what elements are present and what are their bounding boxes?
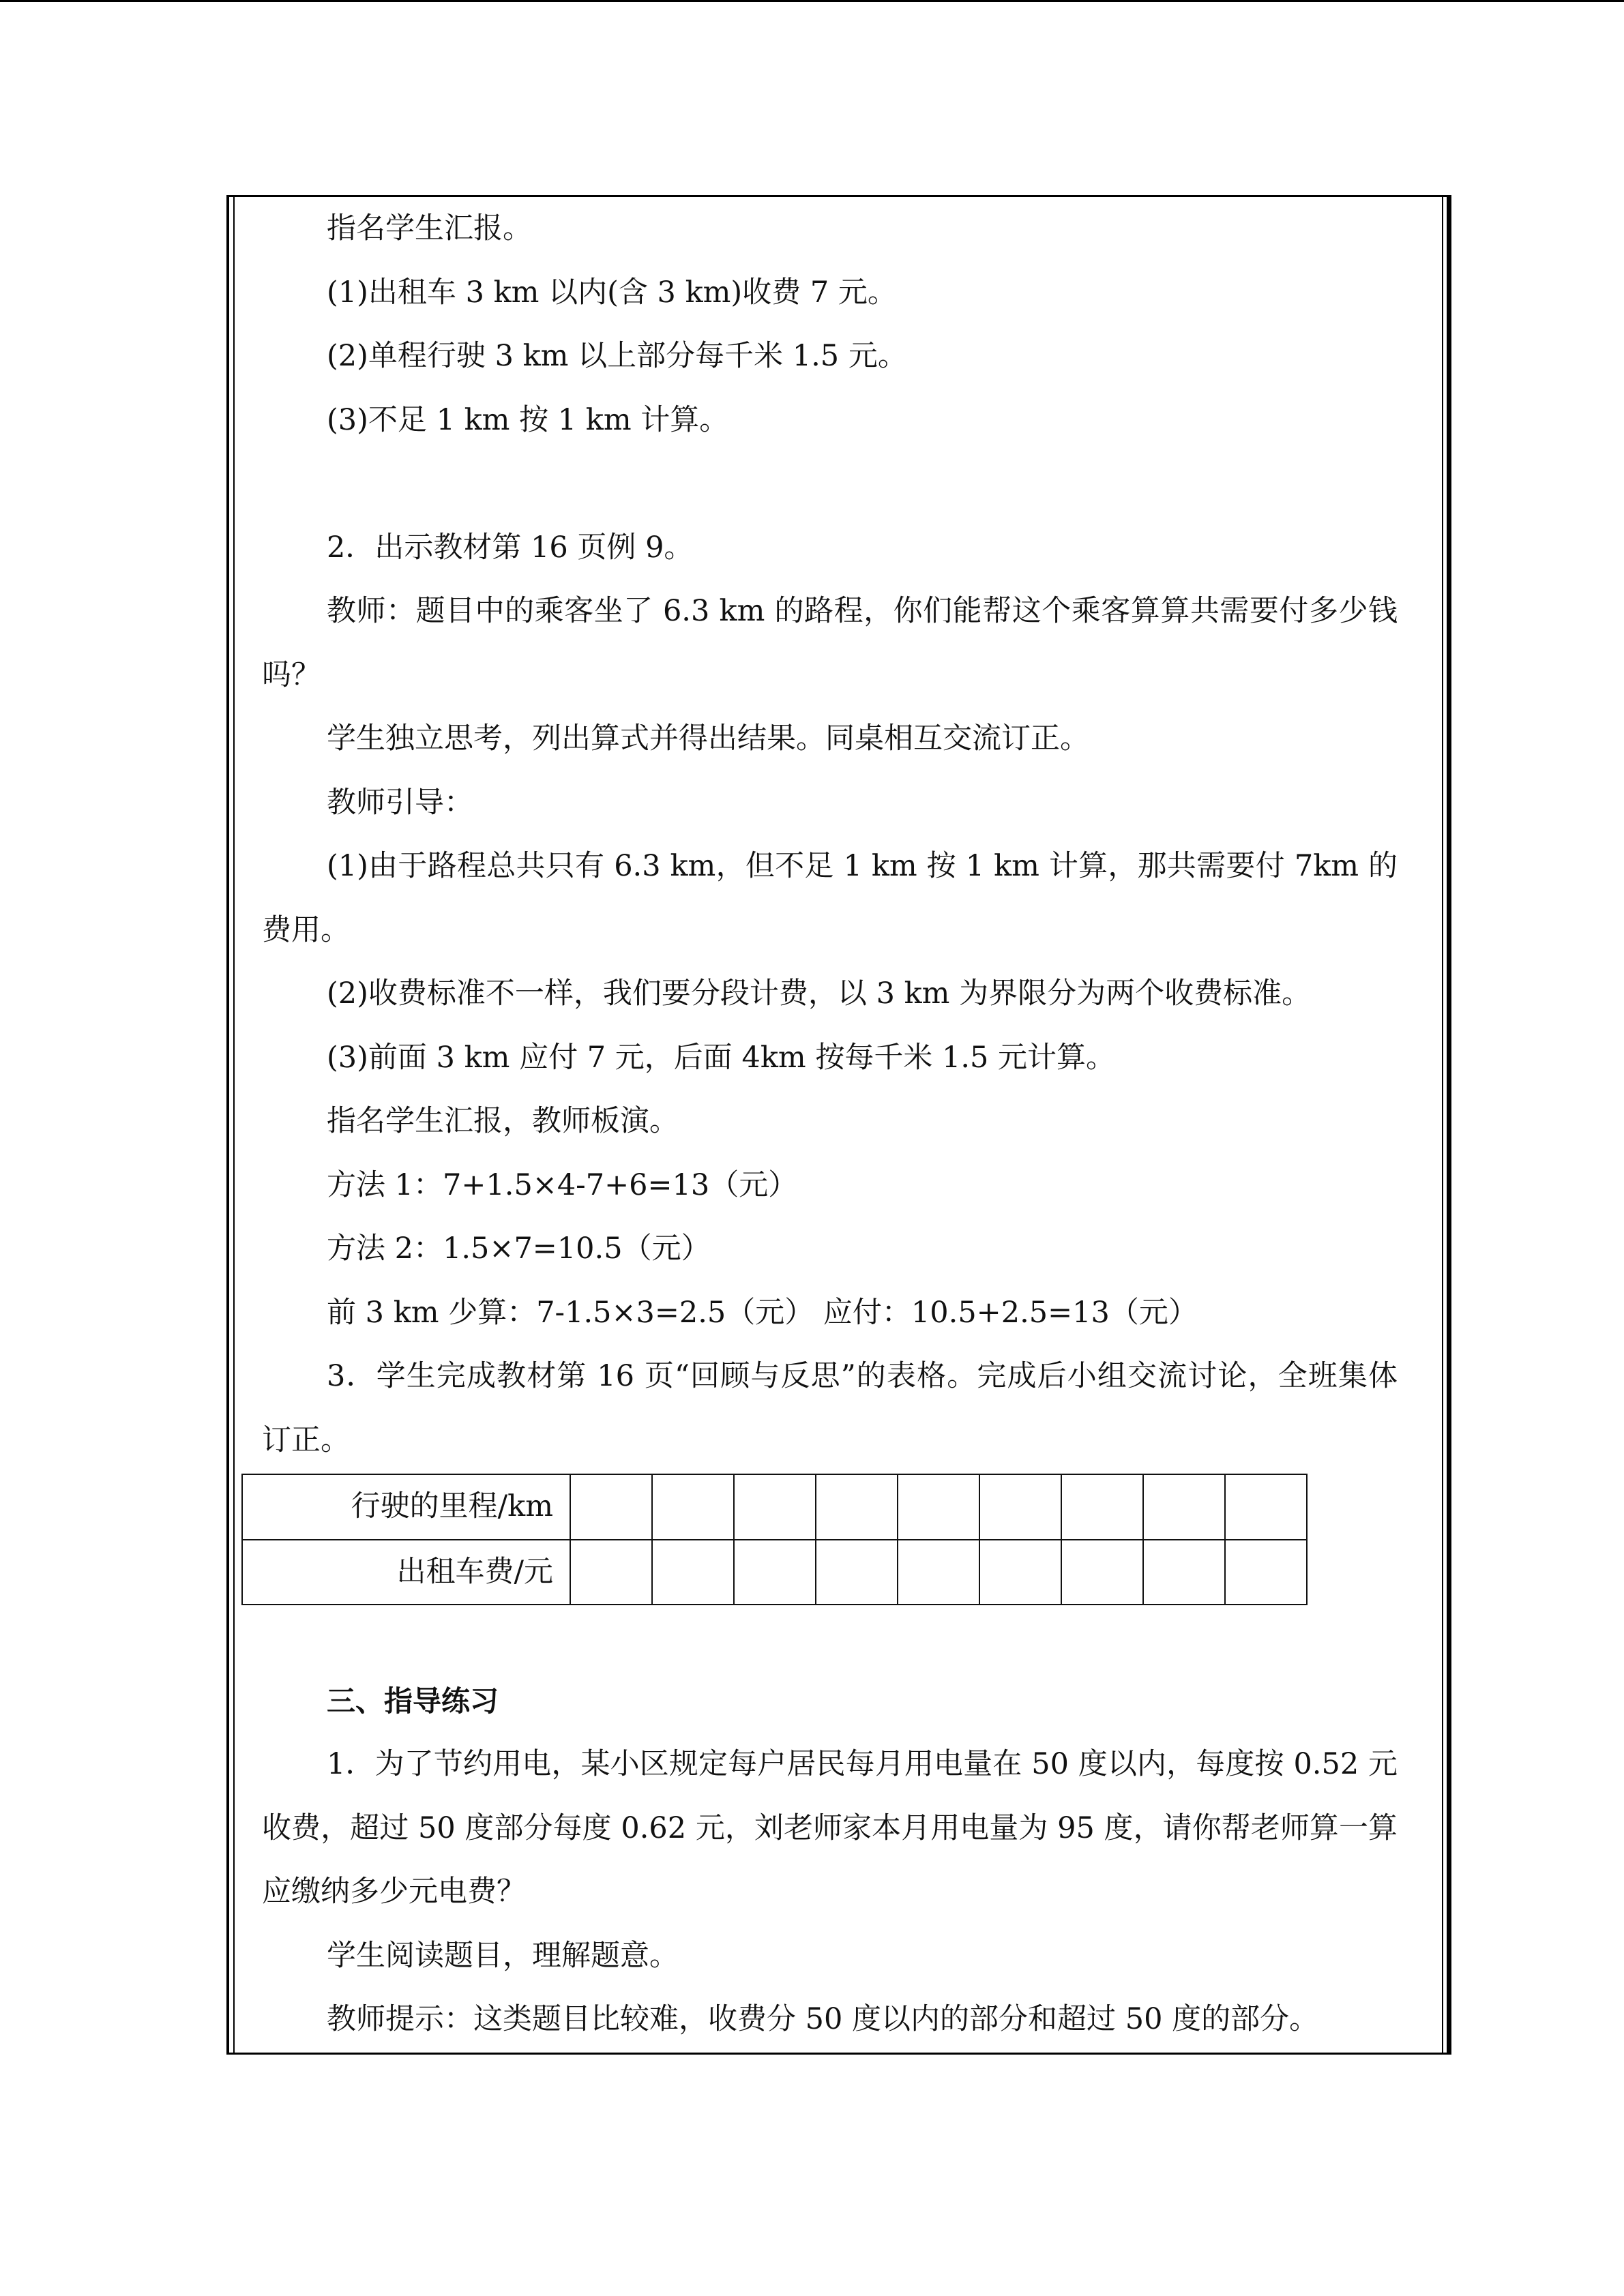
table-cell (898, 1474, 979, 1540)
table-cell (816, 1540, 898, 1605)
formula-line: 方法 1：7+1.5×4-7+6=13（元） (327, 1167, 798, 1202)
formula-line: 前 3 km 少算：7-1.5×3=2.5（元） 应付：10.5+2.5=13（元） (327, 1295, 1198, 1330)
paragraph: 2．出示教材第 16 页例 9。 (327, 530, 694, 565)
table-cell (1061, 1474, 1143, 1540)
frame-right-inner-border (1442, 197, 1443, 2053)
table-row (242, 1540, 1307, 1605)
paragraph: (1)出租车 3 km 以内(含 3 km)收费 7 元。 (327, 275, 897, 310)
frame-right-border (1447, 197, 1451, 2053)
table-cell (652, 1474, 734, 1540)
paragraph: 1．为了节约用电，某小区规定每户居民每月用电量在 50 度以内，每度按 0.52 元收费，超过 50 度部分每度 0.62 元，刘老师家本月用电量为 95 度，请你帮老师算一算应缴纳多少元电费？ (262, 1747, 1398, 1909)
table-cell (734, 1540, 816, 1605)
paragraph: (3)前面 3 km 应付 7 元，后面 4km 按每千米 1.5 元计算。 (327, 1040, 1116, 1075)
paragraph: 指名学生汇报，教师板演。 (327, 1104, 679, 1138)
paragraph: (1)由于路程总共只有 6.3 km，但不足 1 km 按 1 km 计算，那共需要付 7km 的费用。 (262, 849, 1398, 947)
paragraph: 指名学生汇报。 (327, 211, 532, 245)
formula-line: 方法 2：1.5×7=10.5（元） (327, 1232, 711, 1266)
paragraph: (2)收费标准不一样，我们要分段计费，以 3 km 为界限分为两个收费标准。 (327, 976, 1312, 1011)
top-border-line (0, 0, 1624, 2)
fare-table-wrapper (241, 1474, 1398, 1605)
row-header-fare: 出租车费/元 (242, 1540, 570, 1605)
table-cell (816, 1474, 898, 1540)
paragraph: (3)不足 1 km 按 1 km 计算。 (327, 402, 729, 437)
paragraph: 学生独立思考，列出算式并得出结果。同桌相互交流订正。 (327, 721, 1089, 756)
table-cell (1143, 1540, 1225, 1605)
table-cell (979, 1474, 1061, 1540)
table-cell (1225, 1474, 1307, 1540)
paragraph: 教师引导： (327, 785, 473, 820)
blank-line (262, 452, 1398, 516)
lesson-content (262, 197, 1398, 2052)
table-cell (734, 1474, 816, 1540)
paragraph: 教师：题目中的乘客坐了 6.3 km 的路程，你们能帮这个乘客算算共需要付多少钱吗？ (262, 594, 1398, 692)
fare-table (241, 1474, 1308, 1605)
blank-line (262, 1605, 1398, 1669)
table-cell (570, 1540, 652, 1605)
table-row (242, 1474, 1307, 1540)
table-cell (1061, 1540, 1143, 1605)
paragraph: 教师提示：这类题目比较难，收费分 50 度以内的部分和超过 50 度的部分。 (327, 2002, 1319, 2036)
paragraph: (2)单程行驶 3 km 以上部分每千米 1.5 元。 (327, 339, 907, 373)
lesson-frame (226, 195, 1451, 2055)
table-cell (570, 1474, 652, 1540)
row-header-distance: 行驶的里程/km (242, 1474, 570, 1540)
table-cell (652, 1540, 734, 1605)
table-cell (1225, 1540, 1307, 1605)
paragraph: 学生阅读题目，理解题意。 (327, 1938, 679, 1973)
table-cell (898, 1540, 979, 1605)
table-cell (1143, 1474, 1225, 1540)
section-heading: 三、指导练习 (327, 1684, 499, 1718)
paragraph: 3．学生完成教材第 16 页“回顾与反思”的表格。完成后小组交流讨论，全班集体订正。 (262, 1359, 1398, 1457)
table-cell (979, 1540, 1061, 1605)
